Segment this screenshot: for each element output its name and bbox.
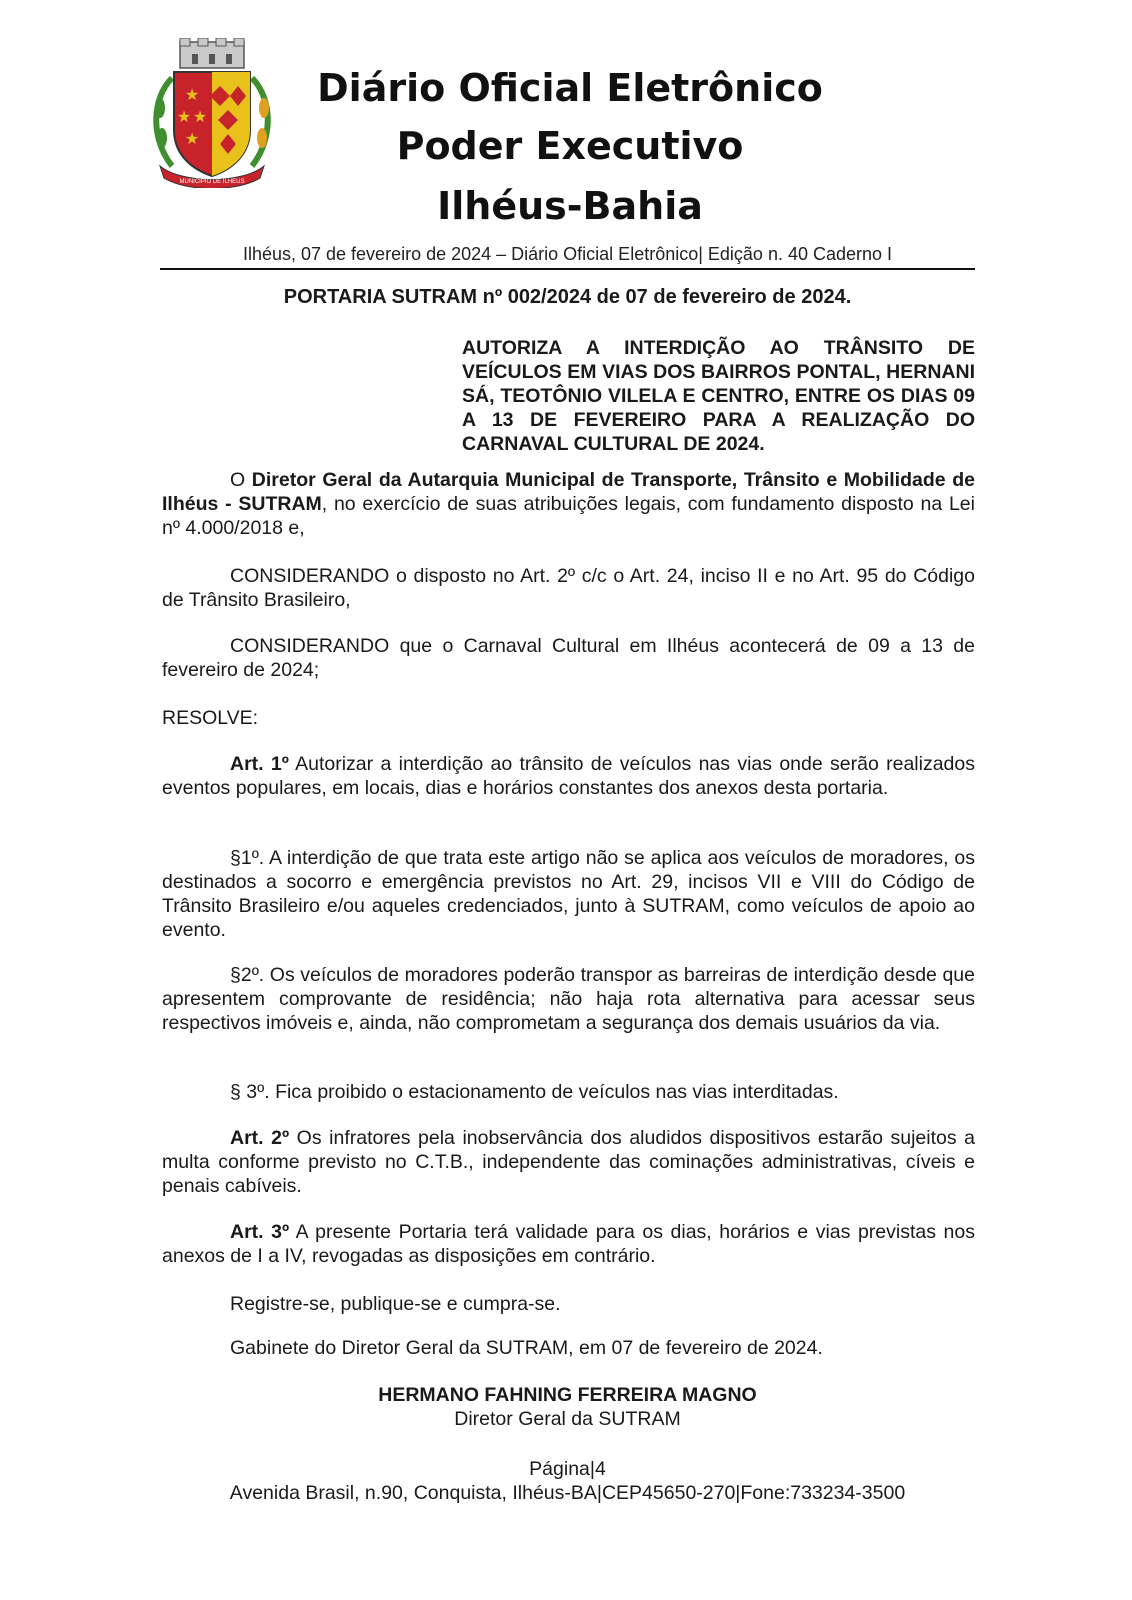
- article-1-label: Art. 1º: [230, 753, 289, 775]
- article-1-text: Autorizar a interdição ao trânsito de veículos nas vias onde serão realizados eventos populares, em locais, dias e horários constantes dos anexos desta portaria.: [162, 753, 976, 799]
- article-2-text: Os infratores pela inobservância dos aludidos dispositivos estarão sujeitos a multa conforme previsto no C.T.B., independente das cominações administrativas, cíveis e penais cabíveis.: [162, 1127, 976, 1197]
- masthead-subtitle: Poder Executivo: [396, 124, 744, 168]
- article-3-text: A presente Portaria terá validade para os dias, horários e vias previstas nos anexos de I a IV, revogadas as disposições em contrário.: [162, 1221, 975, 1267]
- paragraph-2: §2º. Os veículos de moradores poderão transpor as barreiras de interdição desde que apresentem comprovante de residência; não haja rota alternativa para acessar seus respectivos imóveis e, ainda, não comprometam a segurança dos demais usuários da via.: [162, 964, 975, 1034]
- paragraph-1: §1º. A interdição de que trata este artigo não se aplica aos veículos de moradores, os destinados a socorro e emergência previstos no Art. 29, incisos VII e VIII do Código de Trânsito Brasileiro e/ou aqueles credenciados, junto à SUTRAM, como veículos de apoio ao evento.: [162, 847, 975, 941]
- ementa: AUTORIZA A INTERDIÇÃO AO TRÂNSITO DE VEÍCULOS EM VIAS DOS BAIRROS PONTAL, HERNANI SÁ, TEOTÔNIO VILELA E CENTRO, ENTRE OS DIAS 09 A 13 DE FEVEREIRO PARA A REALIZAÇÃO DO CARNAVAL CULTURAL DE 2024.: [462, 337, 975, 455]
- portaria-title: PORTARIA SUTRAM nº 002/2024 de 07 de fevereiro de 2024.: [283, 286, 852, 308]
- article-3-label: Art. 3º: [230, 1221, 290, 1243]
- considerando-2: CONSIDERANDO que o Carnaval Cultural em Ilhéus acontecerá de 09 a 13 de fevereiro de 2024;: [162, 635, 975, 681]
- paragraph-3: § 3º. Fica proibido o estacionamento de veículos nas vias interditadas.: [230, 1081, 839, 1103]
- masthead-city: Ilhéus-Bahia: [437, 184, 703, 228]
- preamble-authority: Diretor Geral da Autarquia Municipal de Transporte, Trânsito e Mobilidade de Ilhéus - SUTRAM: [162, 469, 975, 515]
- svg-text:★: ★: [184, 87, 200, 104]
- closing-cabinet: Gabinete do Diretor Geral da SUTRAM, em 07 de fevereiro de 2024.: [230, 1337, 823, 1359]
- considerando-1: CONSIDERANDO o disposto no Art. 2º c/c o Art. 24, inciso II e no Art. 95 do Código de Trânsito Brasileiro,: [162, 565, 975, 611]
- preamble-paragraph: [162, 468, 975, 540]
- header-divider: [160, 268, 975, 270]
- svg-text:★: ★: [184, 131, 200, 148]
- article-1: [162, 752, 975, 800]
- resolve-heading: RESOLVE:: [162, 707, 259, 729]
- preamble-rest: , no exercício de suas atribuições legais, com fundamento disposto na Lei nº 4.000/2018 e,: [162, 493, 975, 539]
- masthead-title: Diário Oficial Eletrônico: [317, 66, 823, 110]
- edition-line: Ilhéus, 07 de fevereiro de 2024 – Diário Oficial Eletrônico| Edição n. 40 Caderno I: [242, 244, 893, 264]
- page-number: Página|4: [529, 1458, 606, 1480]
- svg-text:★: ★: [192, 109, 208, 126]
- article-3: [162, 1220, 975, 1268]
- closing-register: Registre-se, publique-se e cumpra-se.: [230, 1293, 561, 1315]
- signatory-role: Diretor Geral da SUTRAM: [454, 1408, 681, 1430]
- article-2-label: Art. 2º: [230, 1127, 290, 1149]
- signatory-name: HERMANO FAHNING FERREIRA MAGNO: [378, 1384, 757, 1406]
- footer-address: Avenida Brasil, n.90, Conquista, Ilhéus-BA|CEP45650-270|Fone:733234-3500: [229, 1482, 906, 1504]
- preamble-o: O: [230, 469, 252, 491]
- article-2: [162, 1126, 975, 1198]
- crest-banner-text: MUNICIPIO DE ILHEUS: [179, 179, 245, 185]
- svg-text:★: ★: [176, 109, 192, 126]
